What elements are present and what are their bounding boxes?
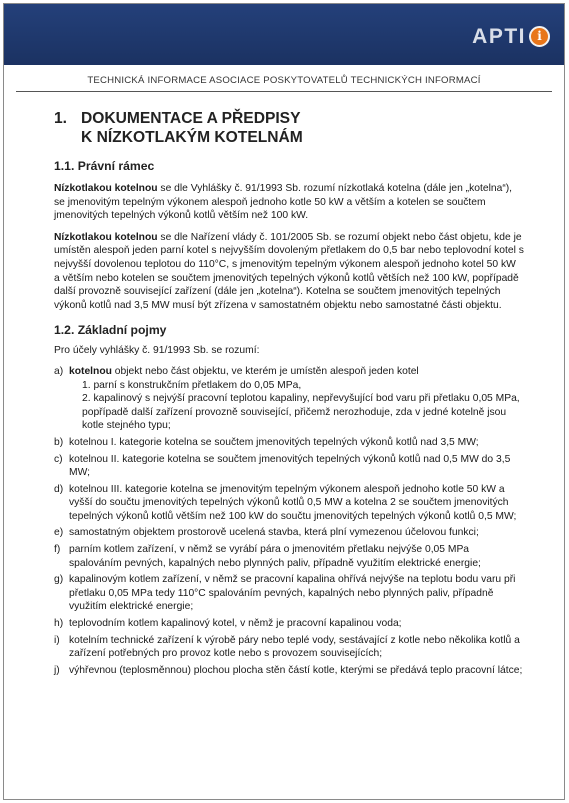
paragraph-text: se dle Nařízení vlády č. 101/2005 Sb. se rozumí objekt nebo část objetu, kde je umístěn alespoň jeden parní kotel s nejvyšším dovoleným přetlakem do 0,5 bar nebo teplovodní kotel s nejvyšší dovolenou teplotou do 110°C, s jmenovitým tepelným výkonem alespoň jednoho kotel 50 kW a větším nebo kotelen se součtem jmenovitých tepelných výkonů kotlů větších než 100 kW, popřípadě další provozně související zařízení (dále jen „kotelna“). Kotelna se součtem jmenovitých tepelných výkonů kotlů nad 3,5 MW musí být zřízena v samostatném objektu nebo samostatné části objektu. [54,231,524,311]
definition-item [54,573,524,614]
item-label: d) [54,483,64,495]
definition-item [54,453,524,480]
definition-item [54,483,524,524]
item-label: a) [54,365,64,377]
definition-item [54,365,524,433]
chapter-title-line1: DOKUMENTACE A PŘEDPISY [81,110,301,127]
item-text: parním kotlem zařízení, v němž se vyrábí pára o jmenovitém přetlaku nejvýše 0,05 MPa spalováním pevných, kapalných nebo plynných paliv, případně využitím elektrické energie; [69,544,481,569]
item-text: teplovodním kotlem kapalinový kotel, v němž je pracovní kapalinou voda; [69,618,402,630]
section-heading: 1.1. Právní rámec [54,159,155,173]
apti-logo [472,26,550,47]
page-frame [3,3,565,800]
item-label: f) [54,544,61,556]
definition-item [54,436,524,450]
item-label: j) [54,664,60,676]
definition-item [54,617,524,631]
item-text: kapalinovým kotlem zařízení, v němž se pracovní kapalina ohřívá nejvýše na teplotu bodu varu při přetlaku 0,05 MPa tedy 110°C spalováním pevných, kapalných nebo plynných paliv, případně využitím elektrické energie; [69,574,516,613]
definition-item [54,634,524,661]
item-label: e) [54,527,64,539]
item-body [69,365,524,433]
chapter-title-line2: K NÍZKOTLAKÝM KOTELNÁM [81,129,303,146]
bold-term: Nízkotlakou kotelnou [54,231,158,243]
header-divider [16,91,552,92]
item-label: b) [54,436,64,448]
item-text: objekt nebo část objektu, ve kterém je umístěn alespoň jeden kotel [111,365,419,377]
sub-item: 1. parní s konstrukčním přetlakem do 0,05 MPa, [82,379,302,391]
sub-item: 2. kapalinový s nejvýší pracovní teplotou kapaliny, nepřevyšující bod varu při přetlaku 0,05 MPa, popřípadě další zařízení provozně související, přičemž nerozhoduje, zda v jedné kotelně jsou kotle stejného typu; [82,393,520,432]
item-text: kotelnou III. kategorie kotelna se jmenovitým tepelným výkonem alespoň jednoho kotle 50 kW a vyšší do součtu jmenovitých tepelných výkonů kotlů 0,5 MW a kotelna 2 se součtem jmenovitých tepelných výkonů kotlů větším než 100 kW do součtu jmenovitých tepelných výkonů kotlů 0,5 MW; [69,483,517,522]
item-text: kotelnou I. kategorie kotelna se součtem jmenovitých tepelných výkonů kotlů nad 3,5 MW; [69,436,479,448]
section-heading: 1.2. Základní pojmy [54,323,167,338]
item-text: výhřevnou (teplosměnnou) plochou plocha stěn částí kotle, kterými se předává teplo pracovní látce; [69,664,523,676]
definition-list [54,436,524,678]
item-label: i) [54,634,60,646]
definition-item [54,526,524,540]
item-label: c) [54,453,63,465]
definition-item [54,543,524,570]
item-text: samostatným objektem prostorově ucelená stavba, která plní vymezenou účelovou funkci; [69,527,479,539]
paragraph-text: se dle Vyhlášky č. 91/1993 Sb. rozumí nízkotlaká kotelna (dále jen „kotelna“), se jmenovitým tepelným výkonem alespoň jednoho kotle 50 kW a větším a kotelen se součtem jmenovitých tepelných výkonů kotlů větším než 100 kW. [54,183,513,222]
item-label: g) [54,574,64,586]
intro-text: Pro účely vyhlášky č. 91/1993 Sb. se rozumí: [54,345,260,357]
header-bar [4,4,564,65]
document-body [54,109,524,680]
chapter-title [54,109,524,147]
chapter-number: 1. [54,110,68,127]
paragraph [54,231,524,313]
document-subtitle: TECHNICKÁ INFORMACE ASOCIACE POSKYTOVATELŮ TECHNICKÝCH INFORMACÍ [87,75,481,86]
item-label: h) [54,618,64,630]
definition-item [54,664,524,678]
bold-term: Nízkotlakou kotelnou [54,183,158,194]
item-text: kotelním technické zařízení k výrobě páry nebo teplé vody, sestávající z kotle nebo několika kotlů a zařízení potřebných pro provoz kotle nebo s provozem souvisejících; [69,634,520,660]
logo-text: APTI [472,25,526,48]
item-text: kotelnou II. kategorie kotelna se součtem jmenovitých tepelných výkonů kotlů nad 0,5 MW do 3,5 MW; [69,453,511,479]
paragraph [54,182,524,223]
chapter-title-text [81,109,303,147]
info-icon: i [529,26,550,47]
bold-term: kotelnou [69,365,112,377]
